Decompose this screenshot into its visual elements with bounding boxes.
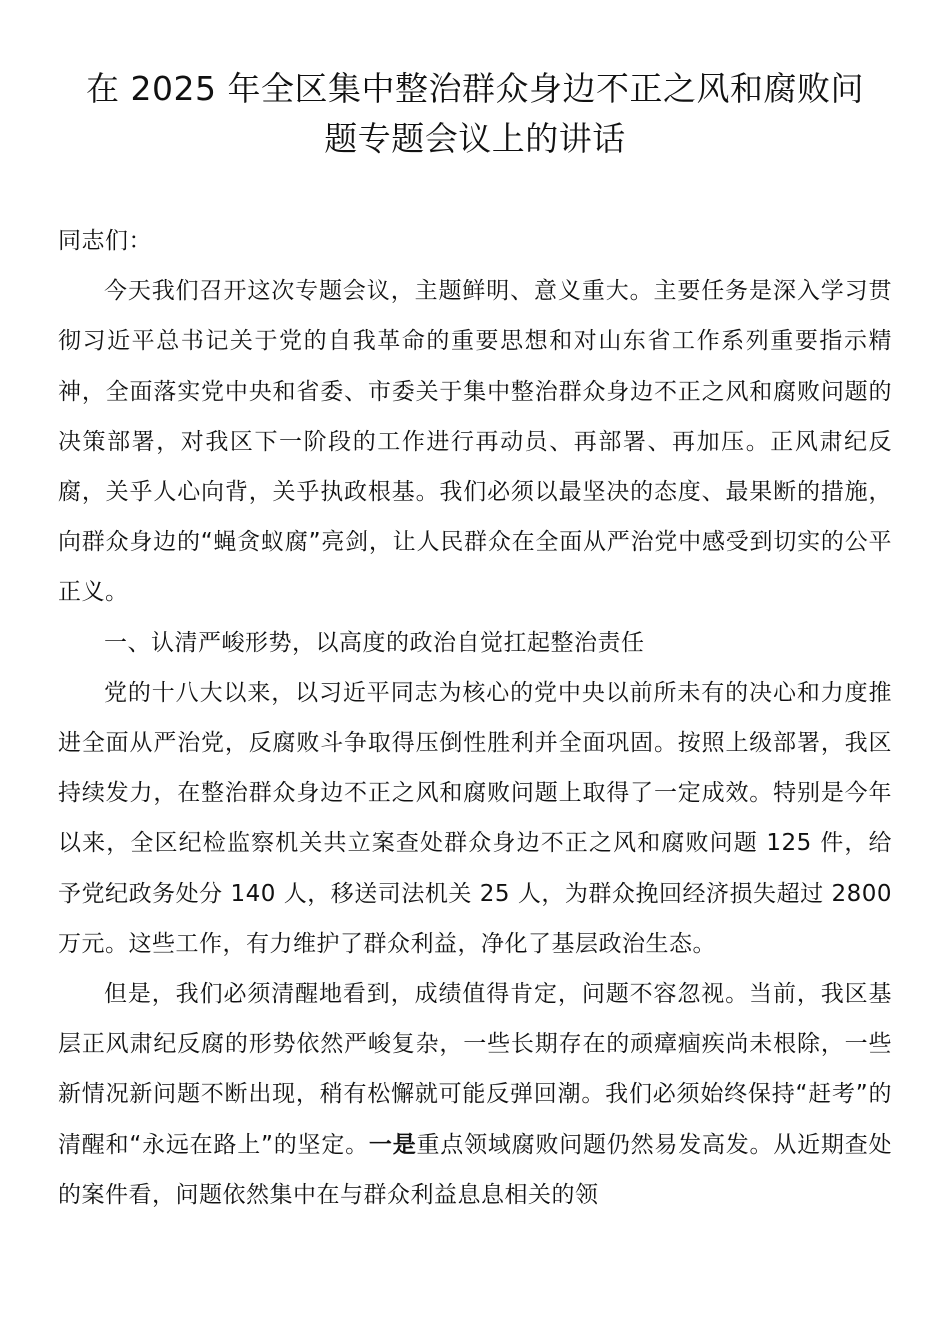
title-line-1: 在 2025 年全区集中整治群众身边不正之风和腐败问 xyxy=(86,69,864,108)
paragraph2-text-before: 但是，我们必须清醒地看到，成绩值得肯定，问题不容忽视。当前，我区基层正风肃纪反腐的形势依然严峻复杂，一些长期存在的顽瘴痼疾尚未根除，一些新情况新问题不断出现，稍有松懈就可能反弹回潮。我们必须始终保持“赶考”的清醒和“永远在路上”的坚定。 xyxy=(58,981,892,1158)
salutation: 同志们： xyxy=(58,228,152,254)
section-heading-1: 一、认清严峻形势，以高度的政治自觉扛起整治责任 xyxy=(104,629,645,656)
paragraph2-text-after: 重点领域腐败问题仍然易发高发。从近期查处的案件看，问题依然集中在与群众利益息息相关的领 xyxy=(58,1131,893,1208)
title-line-2: 题专题会议上的讲话 xyxy=(324,119,626,158)
section1-paragraph-2 xyxy=(58,969,892,1220)
document-title xyxy=(58,64,892,164)
section1-paragraph-1: 党的十八大以来，以习近平同志为核心的党中央以前所未有的决心和力度推进全面从严治党，反腐败斗争取得压倒性胜利并全面巩固。按照上级部署，我区持续发力，在整治群众身边不正之风和腐败问题上取得了一定成效。特别是今年以来，全区纪检监察机关共立案查处群众身边不正之风和腐败问题 125 件，给予党纪政务处分 140 人，移送司法机关 25 人，为群众挽回经济损失超过 2800 万元。这些工作，有力维护了群众利益，净化了基层政治生态。 xyxy=(58,679,892,957)
document-body xyxy=(58,216,892,1220)
emphasis-first-point: 一是 xyxy=(368,1131,417,1158)
intro-paragraph: 今天我们召开这次专题会议，主题鲜明、意义重大。主要任务是深入学习贯彻习近平总书记关于党的自我革命的重要思想和对山东省工作系列重要指示精神，全面落实党中央和省委、市委关于集中整治群众身边不正之风和腐败问题的决策部署，对我区下一阶段的工作进行再动员、再部署、再加压。正风肃纪反腐，关乎人心向背，关乎执政根基。我们必须以最坚决的态度、最果断的措施，向群众身边的“蝇贪蚁腐”亮剑，让人民群众在全面从严治党中感受到切实的公平正义。 xyxy=(58,278,892,606)
